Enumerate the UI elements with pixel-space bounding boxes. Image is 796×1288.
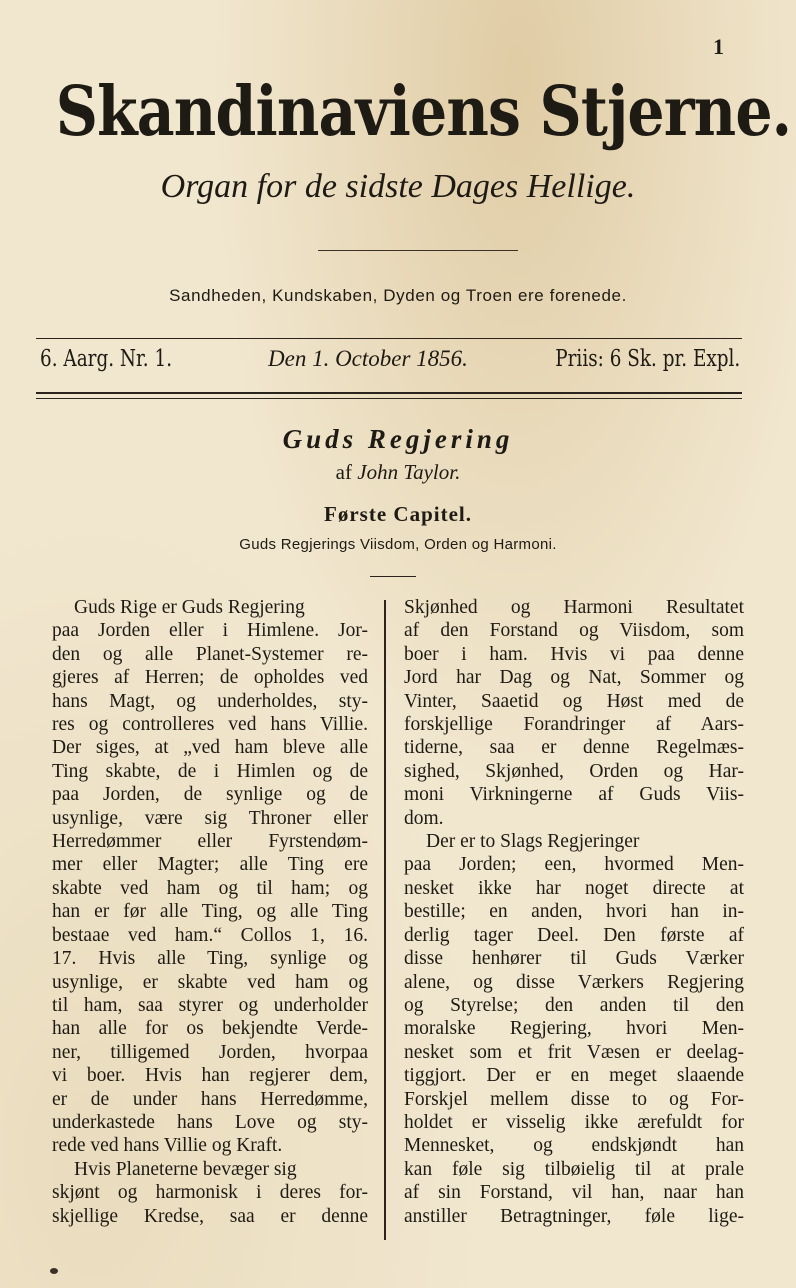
divider-double-thick bbox=[36, 392, 742, 394]
text-line: paa Jorden, de synlige og de bbox=[52, 784, 368, 806]
text-line: moni Virkningerne af Guds Viis- bbox=[404, 784, 744, 806]
author-name: John Taylor. bbox=[357, 460, 461, 484]
text-line: Jord har Dag og Nat, Sommer og bbox=[404, 667, 744, 689]
text-line: derlig tager Deel. Den første af bbox=[404, 924, 744, 946]
text-line: gjeres af Herren; de opholdes ved bbox=[52, 667, 368, 689]
text-line: hans Magt, og underholdes, sty- bbox=[52, 690, 368, 712]
issue-date: Den 1. October 1856. bbox=[268, 346, 468, 371]
text-line: anstiller Betragtninger, føle lige- bbox=[404, 1205, 744, 1227]
text-line: moralske Regjering, hvori Men- bbox=[404, 1018, 744, 1040]
text-line: Ting skabte, de i Himlen og de bbox=[52, 760, 368, 782]
text-line: skabte ved ham og til ham; og bbox=[52, 877, 368, 899]
article-author bbox=[0, 460, 796, 485]
masthead-subtitle: Organ for de sidste Dages Hellige. bbox=[160, 168, 636, 205]
text-line: nesket som et frit Væsen er deelag- bbox=[404, 1041, 744, 1063]
text-line: kan føle sig tilbøielig til at prale bbox=[404, 1158, 744, 1180]
text-line: usynlige, er skabte ved ham og bbox=[52, 971, 368, 993]
text-line: tiggjort. Der er en meget slaaende bbox=[404, 1065, 744, 1087]
issue-line bbox=[40, 346, 740, 380]
text-line: vi boer. Hvis han regjerer dem, bbox=[52, 1065, 368, 1087]
text-line: underkastede hans Love og sty- bbox=[52, 1111, 368, 1133]
divider-double-thin bbox=[36, 398, 742, 399]
motto: Sandheden, Kundskaben, Dyden og Troen ere forenede. bbox=[169, 286, 627, 305]
article-title: Guds Regjering bbox=[282, 424, 514, 454]
text-line: bestille; en anden, hvori han in- bbox=[404, 901, 744, 923]
text-line: og Styrelse; den anden til den bbox=[404, 994, 744, 1016]
text-line: er de under hans Herredømme, bbox=[52, 1088, 368, 1110]
divider-tiny bbox=[370, 576, 416, 577]
text-line: Guds Rige er Guds Regjering bbox=[74, 597, 305, 618]
text-line: res og controlleres ved hans Villie. bbox=[52, 714, 368, 736]
text-line: skjønt og harmonisk i deres for- bbox=[52, 1182, 368, 1204]
page-number: 1 bbox=[713, 34, 724, 59]
text-line: boer i ham. Hvis vi paa denne bbox=[404, 643, 744, 665]
text-line: af sin Forstand, vil han, naar han bbox=[404, 1182, 744, 1204]
text-line: usynlige, være sig Throner eller bbox=[52, 807, 368, 829]
text-column-right bbox=[404, 596, 744, 1228]
text-line: nesket ikke har noget directe at bbox=[404, 877, 744, 899]
divider-top bbox=[36, 338, 742, 339]
text-line: bestaae ved ham.“ Collos 1, 16. bbox=[52, 924, 368, 946]
masthead-title: Skandinaviens Stjerne. bbox=[55, 72, 792, 152]
text-line: holdet er visselig ikke ærefuldt for bbox=[404, 1111, 744, 1133]
column-divider bbox=[384, 600, 386, 1240]
text-line: Herredømmer eller Fyrstendøm- bbox=[52, 831, 368, 853]
text-line: tiderne, saa er denne Regelmæs- bbox=[404, 737, 744, 759]
text-line: Vinter, Saaetid og Høst med de bbox=[404, 690, 744, 712]
text-line: af den Forstand og Viisdom, som bbox=[404, 620, 744, 642]
text-line: rede ved hans Villie og Kraft. bbox=[52, 1135, 283, 1157]
text-line: Forskjel mellem disse to og For- bbox=[404, 1088, 744, 1110]
chapter-subheading: Guds Regjerings Viisdom, Orden og Harmoni. bbox=[239, 536, 557, 553]
text-line: sighed, Skjønhed, Orden og Har- bbox=[404, 760, 744, 782]
text-line: forskjellige Forandringer af Aars- bbox=[404, 714, 744, 736]
text-line: han alle for os bekjendte Verde- bbox=[52, 1018, 368, 1040]
text-line: 17. Hvis alle Ting, synlige og bbox=[52, 948, 368, 970]
text-line: til ham, saa styrer og underholder bbox=[52, 994, 368, 1016]
text-line: alene, og disse Værkers Regjering bbox=[404, 971, 744, 993]
text-line: ner, tilligemed Jorden, hvorpaa bbox=[52, 1041, 368, 1063]
text-line: skjellige Kredse, saa er denne bbox=[52, 1205, 368, 1227]
text-line: paa Jorden eller i Himlene. Jor- bbox=[52, 620, 368, 642]
text-column-left bbox=[52, 596, 368, 1228]
author-prefix: af bbox=[335, 460, 352, 484]
text-line: paa Jorden; een, hvormed Men- bbox=[404, 854, 744, 876]
text-line: Hvis Planeterne bevæger sig bbox=[74, 1158, 297, 1180]
ink-speck bbox=[50, 1268, 58, 1274]
text-line: disse henhører til Guds Værker bbox=[404, 948, 744, 970]
text-line: Der siges, at „ved ham bleve alle bbox=[52, 737, 368, 759]
text-line: dom. bbox=[404, 807, 444, 829]
issue-price: Priis: 6 Sk. pr. Expl. bbox=[554, 346, 740, 372]
text-line: mer eller Magter; alle Ting ere bbox=[52, 854, 368, 876]
text-line: den og alle Planet-Systemer re- bbox=[52, 643, 368, 665]
divider-short bbox=[318, 250, 518, 251]
chapter-heading: Første Capitel. bbox=[324, 502, 472, 526]
text-line: Skjønhed og Harmoni Resultatet bbox=[404, 597, 744, 618]
text-line: Der er to Slags Regjeringer bbox=[426, 831, 640, 853]
text-line: Mennesket, og endskjøndt han bbox=[404, 1135, 744, 1157]
issue-volume: 6. Aarg. Nr. 1. bbox=[40, 346, 173, 372]
text-line: han er før alle Ting, og alle Ting bbox=[52, 901, 368, 923]
